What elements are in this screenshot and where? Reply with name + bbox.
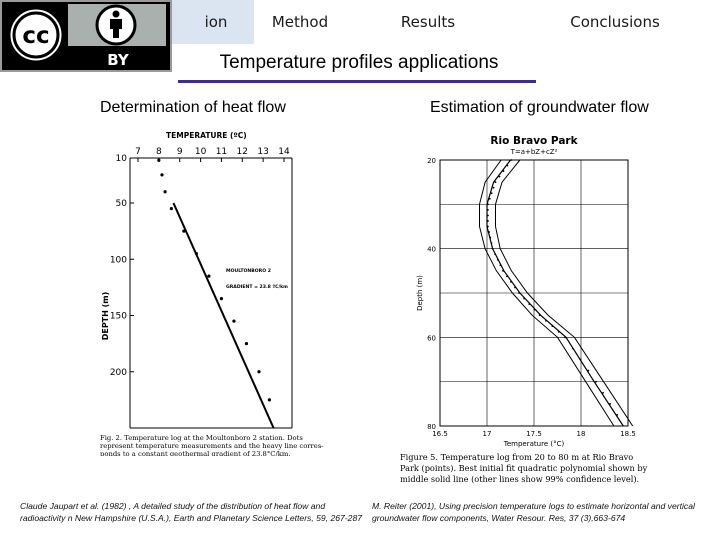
right-fig-caption-line-3: middle solid line (other lines show 99% confidence level). [400, 474, 640, 484]
left-depth-axis-label: DEPTH (m) [101, 291, 110, 341]
right-log-point [491, 242, 493, 244]
left-heading: Determination of heat flow [100, 99, 286, 116]
right-log-point [487, 203, 489, 205]
right-chart-equation: T=a+bZ+cZ² [510, 148, 558, 156]
right-log-point [499, 176, 501, 178]
right-log-point [528, 303, 530, 305]
right-depth-tick-label: 20 [427, 157, 436, 165]
right-log-point [616, 414, 618, 416]
right-log-point [507, 165, 509, 167]
left-fig-caption-line-2: represent temperature measurements and the heavy line corres- [100, 442, 324, 450]
right-log-point [494, 253, 496, 255]
right-log-point [534, 309, 536, 311]
right-log-point [587, 370, 589, 372]
left-temp-axis-label: TEMPERATURE (ºC) [166, 131, 247, 140]
title-underline [178, 80, 536, 83]
left-measurement-point [170, 207, 173, 210]
left-measurement-point [257, 370, 260, 373]
left-legend-gradient: GRADIENT = 23.8 ºC/km [226, 285, 288, 290]
right-log-point [487, 209, 489, 211]
right-log-point [487, 226, 489, 228]
left-temp-tick-label: 8 [155, 147, 162, 157]
right-depth-tick-label: 60 [427, 334, 436, 343]
left-depth-tick-label: 50 [115, 199, 127, 209]
left-depth-tick-label: 10 [115, 154, 127, 164]
right-log-point [595, 381, 597, 383]
right-log-point [487, 220, 489, 222]
groundwater-chart [396, 128, 660, 490]
left-measurement-point [207, 275, 210, 278]
heat-flow-chart [96, 126, 342, 456]
right-log-point [491, 192, 493, 194]
right-log-point [487, 215, 489, 217]
right-log-point [511, 159, 513, 161]
tab-results[interactable] [346, 0, 510, 44]
right-log-point [503, 170, 505, 172]
left-measurement-point [182, 230, 185, 233]
svg-text:cc: cc [22, 23, 50, 49]
right-temp-tick-label: 18 [576, 430, 586, 438]
left-temp-tick-label: 10 [194, 147, 207, 157]
left-measurement-point [220, 297, 223, 300]
left-temp-tick-label: 7 [135, 147, 141, 157]
right-log-point [492, 248, 494, 250]
cc-license-badge [0, 0, 172, 72]
right-log-point [499, 264, 501, 266]
tab-conclusions-label: Conclusions [570, 13, 660, 31]
groundwater-figure [396, 128, 660, 490]
tab-conclusions[interactable] [510, 0, 720, 44]
right-log-point [580, 359, 582, 361]
left-measurement-point [232, 320, 235, 323]
right-temp-tick-label: 17.5 [526, 430, 542, 438]
right-log-point [558, 331, 560, 333]
left-measurement-point [157, 159, 160, 162]
right-reference: M. Reiter (2001), Using precision temperature logs to estimate horizontal and vertical groundwater flow components, Water Resour. Res, 37 (3),663-674 [372, 501, 695, 523]
right-log-point [564, 336, 566, 338]
left-measurement-point [245, 342, 248, 345]
left-depth-tick-label: 100 [109, 255, 127, 266]
left-temp-tick-label: 11 [215, 147, 228, 157]
right-log-point [506, 275, 508, 277]
tab-introduction-label: ion [204, 13, 228, 31]
right-log-point [551, 325, 553, 327]
left-measurement-point [160, 173, 163, 176]
right-chart-title: Rio Bravo Park [490, 135, 578, 147]
tab-results-label: Results [400, 13, 456, 31]
right-log-point [489, 198, 491, 200]
right-heading: Estimation of groundwater flow [430, 99, 649, 116]
right-log-point [514, 287, 516, 289]
right-depth-tick-label: 80 [427, 423, 436, 431]
right-log-point [518, 292, 520, 294]
right-log-point [545, 320, 547, 322]
left-depth-tick-label: 150 [109, 311, 127, 322]
cc-by-label: BY [107, 51, 129, 69]
right-log-point [489, 237, 491, 239]
tab-introduction[interactable] [172, 0, 254, 44]
right-log-point [497, 259, 499, 261]
left-measurement-point [164, 190, 167, 193]
right-log-point [602, 392, 604, 394]
left-fig-caption-line-3: ponds to a constant geothermal gradient of 23.8°C/km. [100, 450, 291, 456]
right-temp-axis-label: Temperature (°C) [503, 440, 565, 448]
right-log-point [572, 348, 574, 350]
left-fig-caption-line-1: Fig. 2. Temperature log at the Moultonboro 2 station. Dots [100, 434, 303, 442]
right-log-point [502, 270, 504, 272]
right-log-point [523, 298, 525, 300]
right-log-point [539, 314, 541, 316]
right-temp-tick-label: 16.5 [432, 430, 448, 438]
right-log-point [510, 281, 512, 283]
right-log-point [495, 181, 497, 183]
left-depth-tick-label: 200 [109, 367, 127, 378]
right-log-point [493, 187, 495, 189]
left-gradient-line [173, 203, 273, 428]
right-log-point [488, 231, 490, 233]
right-log-point [609, 403, 611, 405]
left-reference: Claude Jaupart et al. (1982) , A detailed study of the distribution of heat flow and radioactivity n New Hampshire (U.S.A.), Earth and Planetary Science Letters, 59, 267-287 [20, 501, 363, 523]
left-temp-tick-label: 14 [278, 147, 290, 157]
tab-method-label: Method [271, 13, 329, 31]
right-depth-axis-label: Depth (m) [416, 275, 424, 311]
left-legend-site: MOULTONBORO 2 [226, 269, 271, 274]
left-measurement-point [268, 398, 271, 401]
left-temp-tick-label: 9 [176, 147, 183, 157]
right-fig-caption-line-2: Park (points). Best initial fit quadratic polynomial shown by [400, 463, 648, 473]
left-temp-tick-label: 12 [236, 147, 249, 157]
right-fig-caption-line-1: Figure 5. Temperature log from 20 to 80 m at Rio Bravo [400, 452, 634, 462]
cc-by-icon [2, 2, 170, 70]
right-temp-tick-label: 17 [482, 430, 492, 438]
right-temp-tick-label: 18.5 [620, 430, 636, 438]
tab-method[interactable] [254, 0, 346, 44]
right-depth-tick-label: 40 [427, 245, 436, 254]
left-measurement-point [195, 252, 198, 255]
heat-flow-figure [96, 126, 342, 456]
slide-title: Temperature profiles applications [219, 52, 499, 73]
left-temp-tick-label: 13 [257, 147, 269, 157]
